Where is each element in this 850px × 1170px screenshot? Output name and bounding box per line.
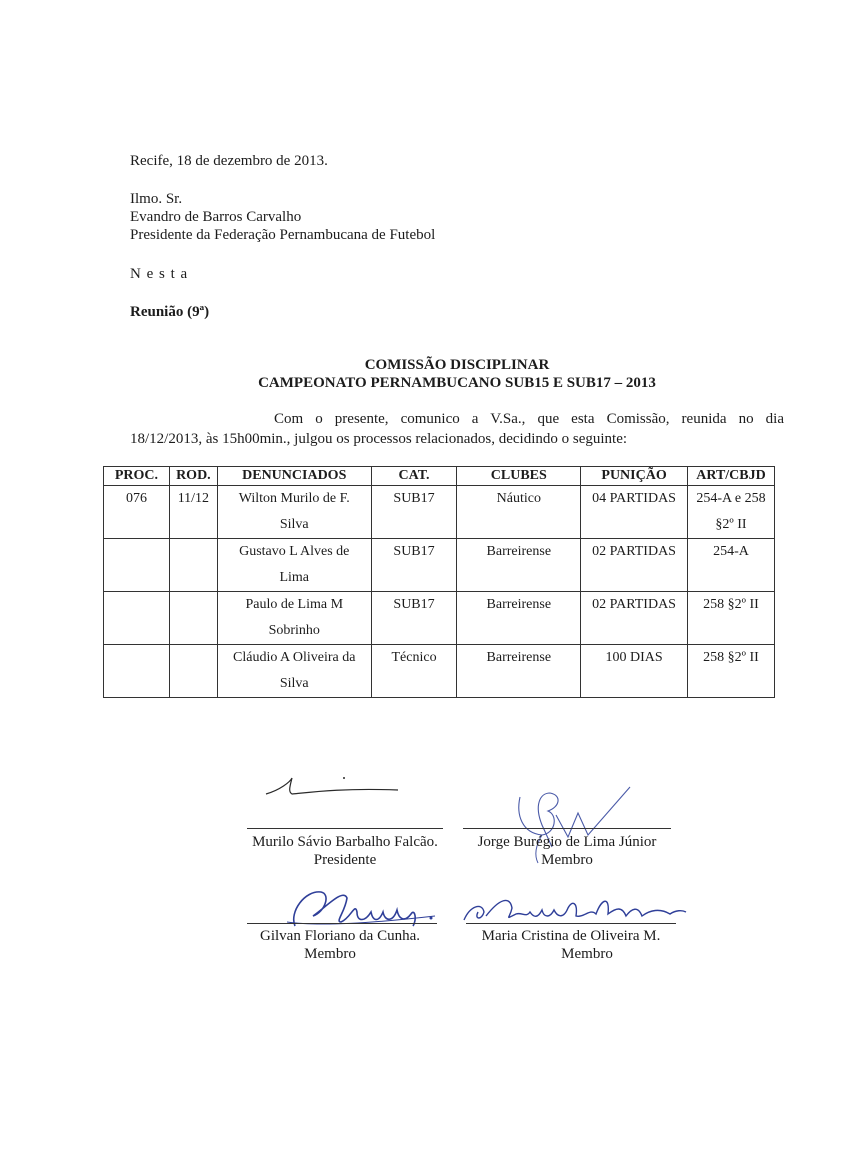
championship-title: CAMPEONATO PERNAMBUCANO SUB15 E SUB17 – 2013 xyxy=(258,375,656,391)
signatory-name-4: Maria Cristina de Oliveira M. xyxy=(481,928,661,944)
cell-clube: Barreirense xyxy=(457,645,581,698)
cell-proc xyxy=(104,645,170,698)
header-clubes: CLUBES xyxy=(457,467,581,486)
intro-line-2: 18/12/2013, às 15h00min., julgou os processos relacionados, decidindo o seguinte: xyxy=(130,431,628,447)
table-row xyxy=(104,592,775,645)
cell-rod: 11/12 xyxy=(169,486,217,539)
cell-art xyxy=(687,486,774,539)
place-date: Recife, 18 de dezembro de 2013. xyxy=(130,153,328,169)
signature-line-3 xyxy=(247,923,437,924)
cell-denunciado xyxy=(217,592,371,645)
cell-denunciado xyxy=(217,486,371,539)
header-cat: CAT. xyxy=(371,467,457,486)
denunciado-line-2: Silva xyxy=(279,517,309,532)
denunciado-line-2: Sobrinho xyxy=(268,623,320,638)
signatory-name-3: Gilvan Floriano da Cunha. xyxy=(260,928,420,944)
cell-punicao: 04 PARTIDAS xyxy=(581,486,688,539)
cell-punicao: 100 DIAS xyxy=(581,645,688,698)
header-rod: ROD. xyxy=(169,467,217,486)
table-row xyxy=(104,645,775,698)
meeting-label: Reunião (9ª) xyxy=(130,304,210,320)
commission-title: COMISSÃO DISCIPLINAR xyxy=(364,357,550,373)
cell-proc: 076 xyxy=(104,486,170,539)
table-row xyxy=(104,539,775,592)
signatory-role-1: Presidente xyxy=(313,852,377,868)
processes-table xyxy=(103,466,775,698)
cell-denunciado xyxy=(217,645,371,698)
cell-art xyxy=(687,592,774,645)
signatory-role-3: Membro xyxy=(304,946,356,962)
table-header-row xyxy=(104,467,775,486)
table-row xyxy=(104,486,775,539)
cell-cat: SUB17 xyxy=(371,592,457,645)
cell-cat: SUB17 xyxy=(371,486,457,539)
denunciado-line-1: Gustavo L Alves de xyxy=(239,544,350,559)
denunciado-line-1: Paulo de Lima M xyxy=(245,597,344,612)
cell-art xyxy=(687,539,774,592)
art-line-2: §2º II xyxy=(715,517,747,532)
denunciado-line-2: Lima xyxy=(279,570,310,585)
recipient-name: Evandro de Barros Carvalho xyxy=(130,209,302,225)
art-line-1: 258 §2º II xyxy=(703,597,759,612)
nesta-label: N e s t a xyxy=(130,266,189,282)
cell-clube: Barreirense xyxy=(457,592,581,645)
recipient-title: Presidente da Federação Pernambucana de Futebol xyxy=(130,227,436,243)
cell-rod xyxy=(169,645,217,698)
signatory-role-2: Membro xyxy=(541,852,593,868)
salutation: Ilmo. Sr. xyxy=(130,191,183,207)
denunciado-line-1: Wilton Murilo de F. xyxy=(238,491,350,506)
header-proc: PROC. xyxy=(104,467,170,486)
signatory-role-4: Membro xyxy=(561,946,613,962)
signature-line-2 xyxy=(463,828,671,829)
signature-line-4 xyxy=(466,923,676,924)
cell-rod xyxy=(169,592,217,645)
art-line-1: 258 §2º II xyxy=(703,650,759,665)
cell-punicao: 02 PARTIDAS xyxy=(581,592,688,645)
signatory-name-1: Murilo Sávio Barbalho Falcão. xyxy=(252,834,438,850)
signatory-name-2: Jorge Burégio de Lima Júnior xyxy=(477,834,657,850)
cell-proc xyxy=(104,592,170,645)
cell-punicao: 02 PARTIDAS xyxy=(581,539,688,592)
cell-art xyxy=(687,645,774,698)
cell-denunciado xyxy=(217,539,371,592)
signature-line-1 xyxy=(247,828,443,829)
cell-cat: Técnico xyxy=(371,645,457,698)
cell-clube: Náutico xyxy=(457,486,581,539)
header-art: ART/CBJD xyxy=(687,467,774,486)
intro-line-1: Com o presente, comunico a V.Sa., que esta Comissão, reunida no dia xyxy=(274,411,784,427)
denunciado-line-1: Cláudio A Oliveira da xyxy=(233,650,356,665)
cell-clube: Barreirense xyxy=(457,539,581,592)
handwritten-signature-4 xyxy=(460,888,690,928)
art-line-1: 254-A xyxy=(713,544,749,559)
cell-rod xyxy=(169,539,217,592)
handwritten-signature-1 xyxy=(262,772,402,800)
cell-cat: SUB17 xyxy=(371,539,457,592)
header-denunciados: DENUNCIADOS xyxy=(217,467,371,486)
denunciado-line-2: Silva xyxy=(279,676,309,691)
art-line-1: 254-A e 258 xyxy=(696,491,766,506)
header-punicao: PUNIÇÃO xyxy=(581,467,688,486)
cell-proc xyxy=(104,539,170,592)
